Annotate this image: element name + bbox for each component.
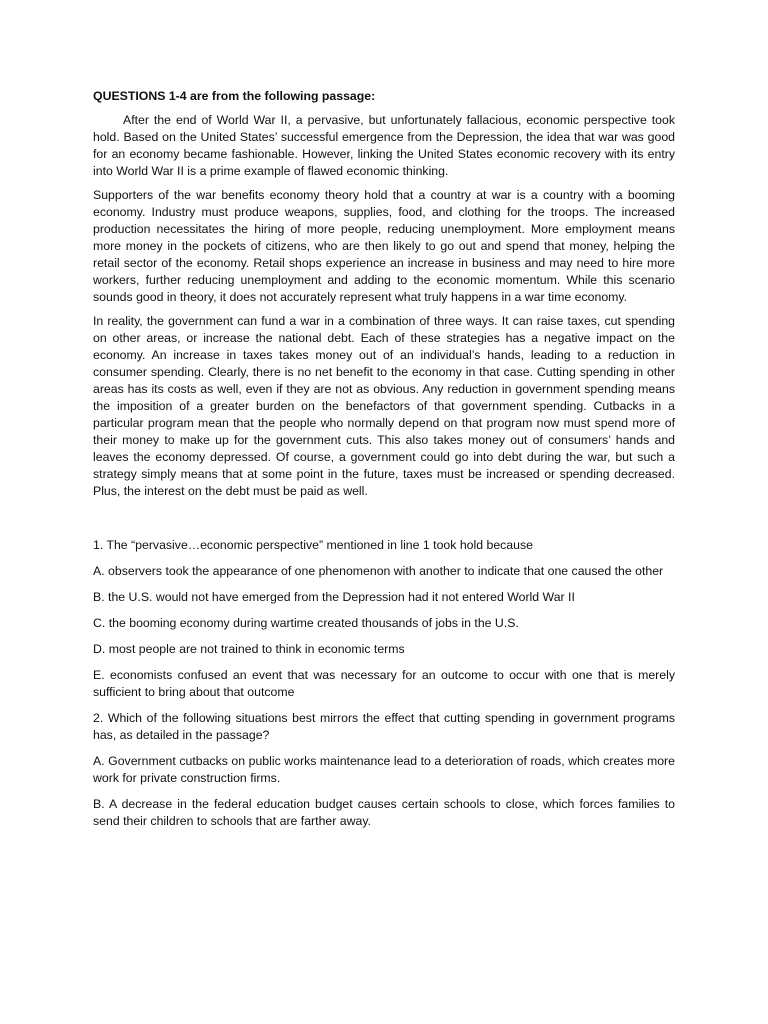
question-1-stem: 1. The “pervasive…economic perspective” mentioned in line 1 took hold because: [93, 538, 533, 552]
spacer: [93, 507, 675, 537]
question-1-choice-a: A. observers took the appearance of one phenomenon with another to indicate that one caused the other: [93, 564, 664, 578]
question-1-choice-e: E. economists confused an event that was necessary for an outcome to occur with one that is merely sufficient to bring about that outcome: [93, 668, 675, 699]
question-1-choice-b: B. the U.S. would not have emerged from the Depression had it not entered World War II: [93, 590, 575, 604]
question-2-choice-b: B. A decrease in the federal education budget causes certain schools to close, which forces families to send their children to schools that are farther away.: [93, 797, 675, 828]
passage-paragraph-1: After the end of World War II, a pervasive, but unfortunately fallacious, economic perspective took hold. Based on the United States’ successful emergence from the Depression, the idea that war was good for an economy became fashionable. However, linking the United States economic recovery with its entry into World War II is a prime example of flawed economic thinking.: [93, 113, 675, 178]
document-page: [93, 88, 675, 839]
question-1-choice-c: C. the booming economy during wartime created thousands of jobs in the U.S.: [93, 616, 519, 630]
question-1-choice-d: D. most people are not trained to think in economic terms: [93, 642, 405, 656]
section-heading: QUESTIONS 1-4 are from the following passage:: [93, 89, 376, 103]
passage-paragraph-3: In reality, the government can fund a war in a combination of three ways. It can raise taxes, cut spending on other areas, or increase the national debt. Each of these strategies has a negative impact on the economy. An increase in taxes takes money out of an individual’s hands, leading to a reduction in consumer spending. Clearly, there is no net benefit to the economy in that case. Cutting spending in other areas has its costs as well, even if they are not as obvious. Any reduction in government spending means the imposition of a greater burden on the benefactors of that government spending. Cutbacks in a particular program mean that the people who normally depend on that program now must spend more of their money to make up for the government cuts. This also takes money out of consumers’ hands and leaves the economy depressed. Of course, a government could go into debt during the war, but such a strategy simply means that at some point in the future, taxes must be increased or spending decreased. Plus, the interest on the debt must be paid as well.: [93, 314, 675, 498]
question-2-choice-a: A. Government cutbacks on public works maintenance lead to a deterioration of roads, which creates more work for private construction firms.: [93, 754, 675, 785]
passage-paragraph-2: Supporters of the war benefits economy theory hold that a country at war is a country with a booming economy. Industry must produce weapons, supplies, food, and clothing for the troops. The increased production necessitates the hiring of more people, reducing unemployment. More employment means more money in the pockets of citizens, who are then likely to go out and spend that money, helping the retail sector of the economy. Retail shops experience an increase in business and may need to hire more workers, further reducing unemployment and adding to the economic momentum. While this scenario sounds good in theory, it does not accurately represent what truly happens in a war time economy.: [93, 188, 675, 304]
question-2-stem: 2. Which of the following situations best mirrors the effect that cutting spending in government programs has, as detailed in the passage?: [93, 711, 675, 742]
